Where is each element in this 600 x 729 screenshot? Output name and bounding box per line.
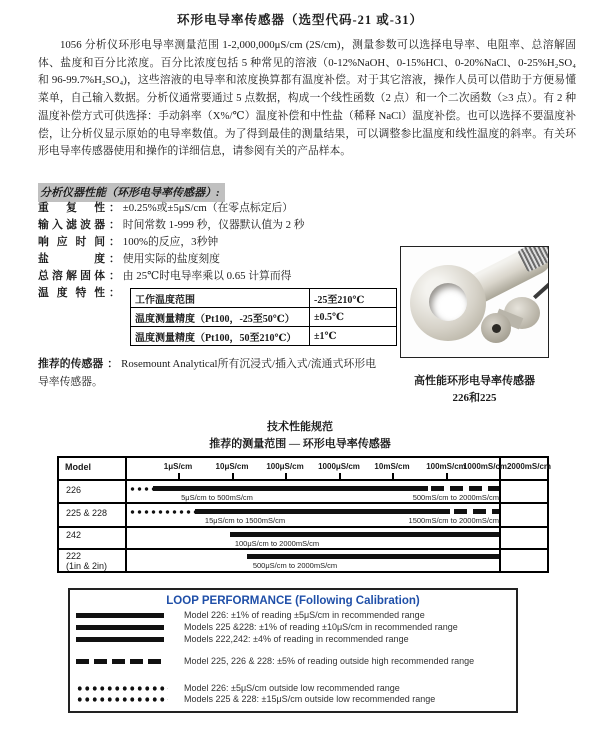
legend-text: Models 225 & 228: ±15μS/cm outside low recommended range: [184, 694, 436, 704]
recommended-sensors: [38, 356, 376, 391]
spec-value: 使用实际的盐度刻度: [122, 253, 220, 266]
recommended-sensors-label: 推荐的传感器: [38, 358, 104, 370]
spec-value: 时间常数 1-999 秒，仪器默认值为 2 秒: [122, 219, 305, 232]
range-chart-title: 推荐的测量范围 — 环形电导率传感器: [209, 438, 391, 450]
solid-line-legend-symbol: [76, 637, 164, 642]
row-divider: [59, 526, 547, 528]
spec-value: 由 25℃时电导率乘以 0.65 计算而得: [122, 270, 292, 283]
row-divider: [59, 548, 547, 550]
range-bar-solid: [153, 486, 428, 491]
x-tick-mark: [446, 473, 448, 479]
legend-text: Models 222,242: ±4% of reading in recommended range: [184, 634, 409, 644]
loop-performance-box: [68, 588, 518, 713]
spec-label: 温度特性: [38, 287, 105, 300]
table-row: [131, 327, 397, 346]
range-bar-solid: [195, 509, 450, 514]
loop-performance-title: LOOP PERFORMANCE (Following Calibration): [166, 595, 420, 607]
table-cell: ±0.5℃: [310, 308, 397, 327]
spec-row-input-filter: [38, 217, 398, 234]
range-bar-dotted: [129, 487, 153, 491]
spec-row-response-time: [38, 234, 398, 251]
spec-row-salinity: [38, 251, 398, 268]
range-bar-label: 1500mS/cm to 2000mS/cm: [408, 516, 499, 525]
chart-row-model-note: (1in & 2in): [66, 561, 108, 571]
chart-row-model: 226: [66, 485, 82, 495]
legend-text: Model 226: ±1% of reading ±5μS/cm in recommended range: [184, 610, 425, 620]
range-bar-label: 500mS/cm to 2000mS/cm: [412, 493, 499, 502]
spec-value: 100%的反应，3秒钟: [122, 236, 219, 249]
temperature-spec-table: [130, 288, 397, 346]
x-tick-mark: [339, 473, 341, 479]
range-bar-label: 500μS/cm to 2000mS/cm: [252, 561, 338, 570]
spec-label: 响应时间: [38, 236, 105, 249]
legend-text: Model 225, 226 & 228: ±5% of reading outside high recommended range: [184, 656, 475, 666]
spec-colon: ：: [107, 358, 119, 370]
toroid-ring-hole: [429, 283, 467, 321]
recommended-range-chart: [57, 456, 552, 573]
range-bar-solid: [247, 554, 499, 559]
table-row: [131, 289, 397, 308]
page-title: 环形电导率传感器（选型代码-21 或-31）: [177, 13, 423, 27]
range-bar-dashed: [431, 486, 499, 491]
table-row: [131, 308, 397, 327]
chart-row-model: 222: [66, 551, 82, 561]
spec-label: 盐 度: [38, 253, 105, 266]
spec-label: 总溶解固体: [38, 270, 105, 283]
intro-paragraph: 1056 分析仪环形电导率测量范围 1-2,000,000μS/cm (2S/cm)，测量参数可以选择电导率、电阻率、总溶解固体、盐度和百分比浓度。百分比浓度包括 5 种常见的溶液（0-12%NaOH、0-15%HCl、0-20%NaCl、0-25%H₂SO₄ 和 96-99.7%H₂SO₄)，这些溶液的电导率和浓度换算都有温度补偿。对于其它溶液，操作人员可以借助于方便易懂菜单，自己输入数据。分析仪通常要通过 5 点数据，构成一个线性函数（2 点）和一个二次函数（≥3 点）。有 2 种温度补偿方式可供选择：手动斜率（X%/℃）温度补偿和中性盐（稀释 NaCl）温度补偿。也可以选择不要温度补偿，让分析仪显示原始的电导率数值。为了得到最佳的测量结果，可以调整参比温度和线性温度的斜率。有关环形电导率传感器使用和操作的详细信息，请参阅有关的产品样本。: [38, 39, 576, 158]
small-sensor-hole: [492, 324, 501, 333]
photo-caption: [400, 373, 549, 406]
chart-header-model: Model: [65, 462, 91, 472]
spec-colon: ：: [109, 253, 120, 266]
spec-colon: ：: [109, 236, 120, 249]
spec-label: 重 复 性: [38, 202, 105, 214]
spec-colon: ：: [109, 270, 120, 283]
spec-row-repeatability: [38, 200, 398, 217]
tech-spec-title: 技术性能规范: [267, 421, 333, 433]
x-tick-label: 10μS/cm: [215, 462, 249, 471]
x-tick-mark: [285, 473, 287, 479]
range-bar-dashed: [454, 509, 499, 514]
table-cell: 温度测量精度（Pt100，50至210℃）: [131, 327, 310, 346]
range-bar-label: 100μS/cm to 2000mS/cm: [234, 539, 320, 548]
x-tick-mark: [232, 473, 234, 479]
spec-colon: ：: [109, 287, 120, 300]
x-tick-label: 100mS/cm: [426, 462, 466, 471]
x-tick-mark: [178, 473, 180, 479]
chart-row-model: 242: [66, 530, 82, 540]
x-tick-label: 1000mS/cm: [462, 462, 508, 471]
solid-line-legend-symbol: [76, 625, 164, 630]
x-tick-label: 1000μS/cm: [318, 462, 360, 471]
x-tick-mark: [392, 473, 394, 479]
legend-text: Models 225 &228: ±1% of reading ±10μS/cm in recommended range: [184, 622, 458, 632]
range-bar-solid: [230, 532, 499, 537]
x-tick-mark: [499, 473, 501, 479]
range-bar-label: 15μS/cm to 1500mS/cm: [204, 516, 286, 525]
sensor-photo: [400, 246, 549, 358]
x-tick-label: 100μS/cm: [266, 462, 304, 471]
analyzer-performance-heading: 分析仪器性能（环形电导率传感器）:: [38, 183, 225, 202]
x-tick-mark: [125, 473, 127, 479]
table-cell: 工作温度范围: [131, 289, 310, 308]
header-divider: [59, 479, 547, 481]
sensor-cable: [533, 279, 549, 299]
x-tick-label: 2000mS/cm: [506, 462, 552, 471]
spec-value: ±0.25%或±5μS/cm（在零点标定后）: [122, 202, 294, 214]
row-divider: [59, 502, 547, 504]
photo-caption-line2: 226和225: [452, 391, 497, 404]
photo-caption-line1: 高性能环形电导率传感器: [414, 375, 535, 387]
range-bar-dotted: [129, 510, 195, 514]
spec-row-tds: [38, 268, 398, 285]
spec-label: 输入滤波器: [38, 219, 105, 232]
x-tick-label: 1μS/cm: [163, 462, 193, 471]
table-cell: -25至210℃: [310, 289, 397, 308]
range-bar-label: 5μS/cm to 500mS/cm: [181, 493, 253, 502]
dotted-line-legend-symbol: [76, 697, 168, 702]
spec-colon: ：: [109, 219, 120, 232]
table-cell: 温度测量精度（Pt100，-25至50℃）: [131, 308, 310, 327]
dashed-line-legend-symbol: [76, 659, 166, 664]
spec-colon: ：: [109, 202, 120, 214]
table-cell: ±1℃: [310, 327, 397, 346]
dotted-line-legend-symbol: [76, 686, 168, 691]
recommended-sensors-value: Rosemount Analytical所有沉浸式/插入式/流通式环形电导率传感器。: [38, 358, 377, 388]
x-tick-label: 10mS/cm: [374, 462, 410, 471]
legend-text: Model 226: ±5μS/cm outside low recommended range: [184, 683, 400, 693]
chart-row-model: 225 & 228: [66, 508, 108, 518]
solid-line-legend-symbol: [76, 613, 164, 618]
